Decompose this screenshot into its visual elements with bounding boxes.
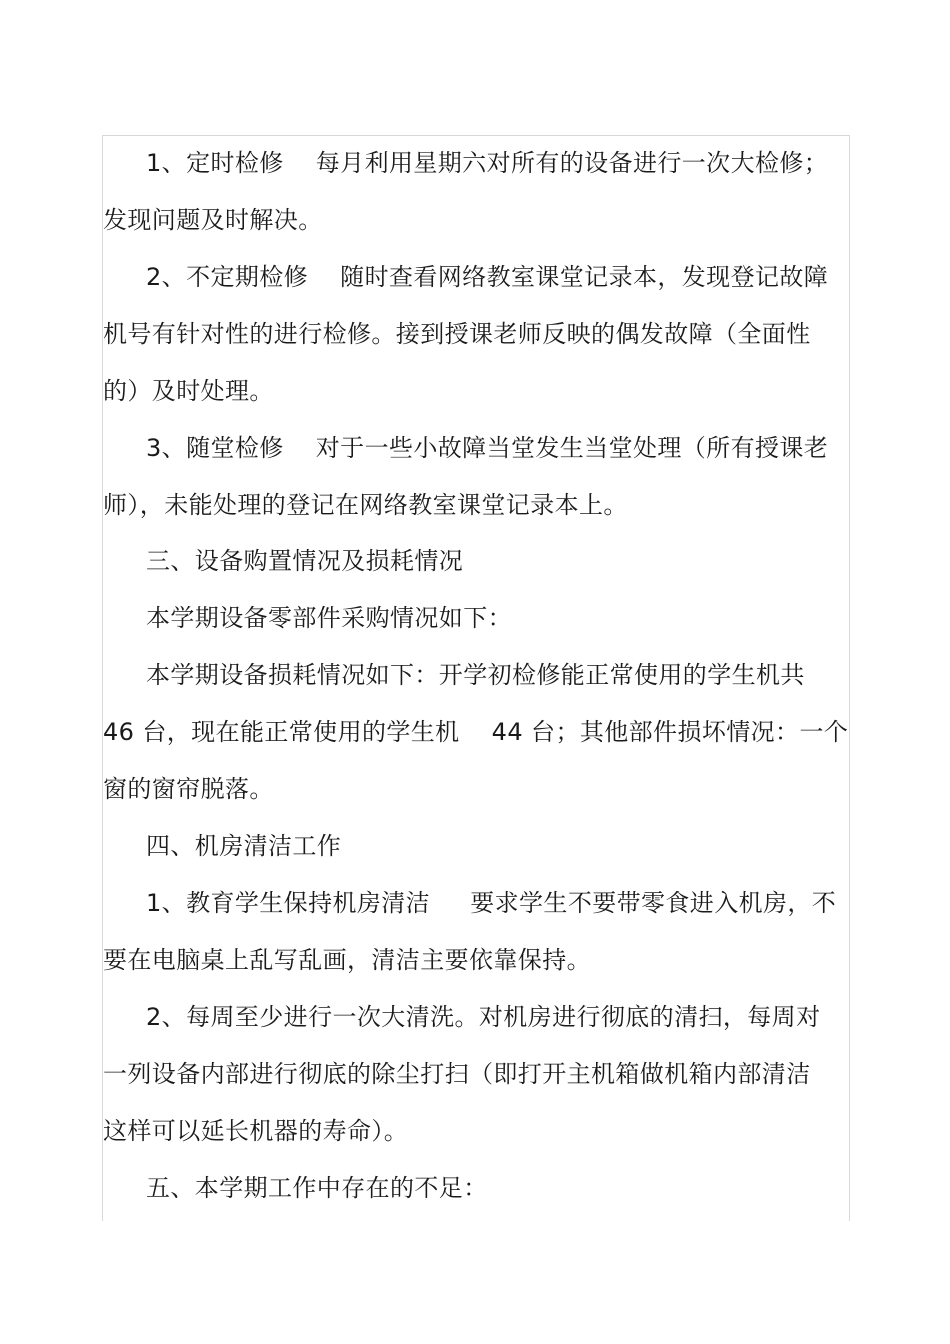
paragraph-line: 2、不定期检修 随时查看网络教室课堂记录本，发现登记故障 xyxy=(146,263,829,291)
paragraph-line: 要在电脑桌上乱写乱画，清洁主要依靠保持。 xyxy=(103,946,591,974)
paragraph-line: 师），未能处理的登记在网络教室课堂记录本上。 xyxy=(103,491,628,519)
paragraph-line: 本学期设备损耗情况如下：开学初检修能正常使用的学生机共 xyxy=(146,661,805,689)
section-heading: 四、机房清洁工作 xyxy=(146,832,342,860)
paragraph-line: 发现问题及时解决。 xyxy=(103,206,323,234)
paragraph-line: 一列设备内部进行彻底的除尘打扫（即打开主机箱做机箱内部清洁 xyxy=(103,1060,811,1088)
section-heading: 五、本学期工作中存在的不足： xyxy=(146,1174,488,1202)
paragraph-line: 窗的窗帘脱落。 xyxy=(103,775,274,803)
paragraph-line: 46 台，现在能正常使用的学生机 44 台；其他部件损坏情况：一个 xyxy=(103,718,849,746)
paragraph-line: 的）及时处理。 xyxy=(103,377,274,405)
paragraph-line: 本学期设备零部件采购情况如下： xyxy=(146,604,512,632)
paragraph-line: 2、每周至少进行一次大清洗。对机房进行彻底的清扫，每周对 xyxy=(146,1003,821,1031)
paragraph-line: 1、教育学生保持机房清洁 要求学生不要带零食进入机房，不 xyxy=(146,889,837,917)
paragraph-line: 机号有针对性的进行检修。接到授课老师反映的偶发故障（全面性 xyxy=(103,320,811,348)
paragraph-line: 3、随堂检修 对于一些小故障当堂发生当堂处理（所有授课老 xyxy=(146,434,829,462)
paragraph-line: 这样可以延长机器的寿命）。 xyxy=(103,1117,409,1145)
section-heading: 三、设备购置情况及损耗情况 xyxy=(146,547,464,575)
paragraph-line: 1、定时检修 每月利用星期六对所有的设备进行一次大检修； xyxy=(146,149,829,177)
